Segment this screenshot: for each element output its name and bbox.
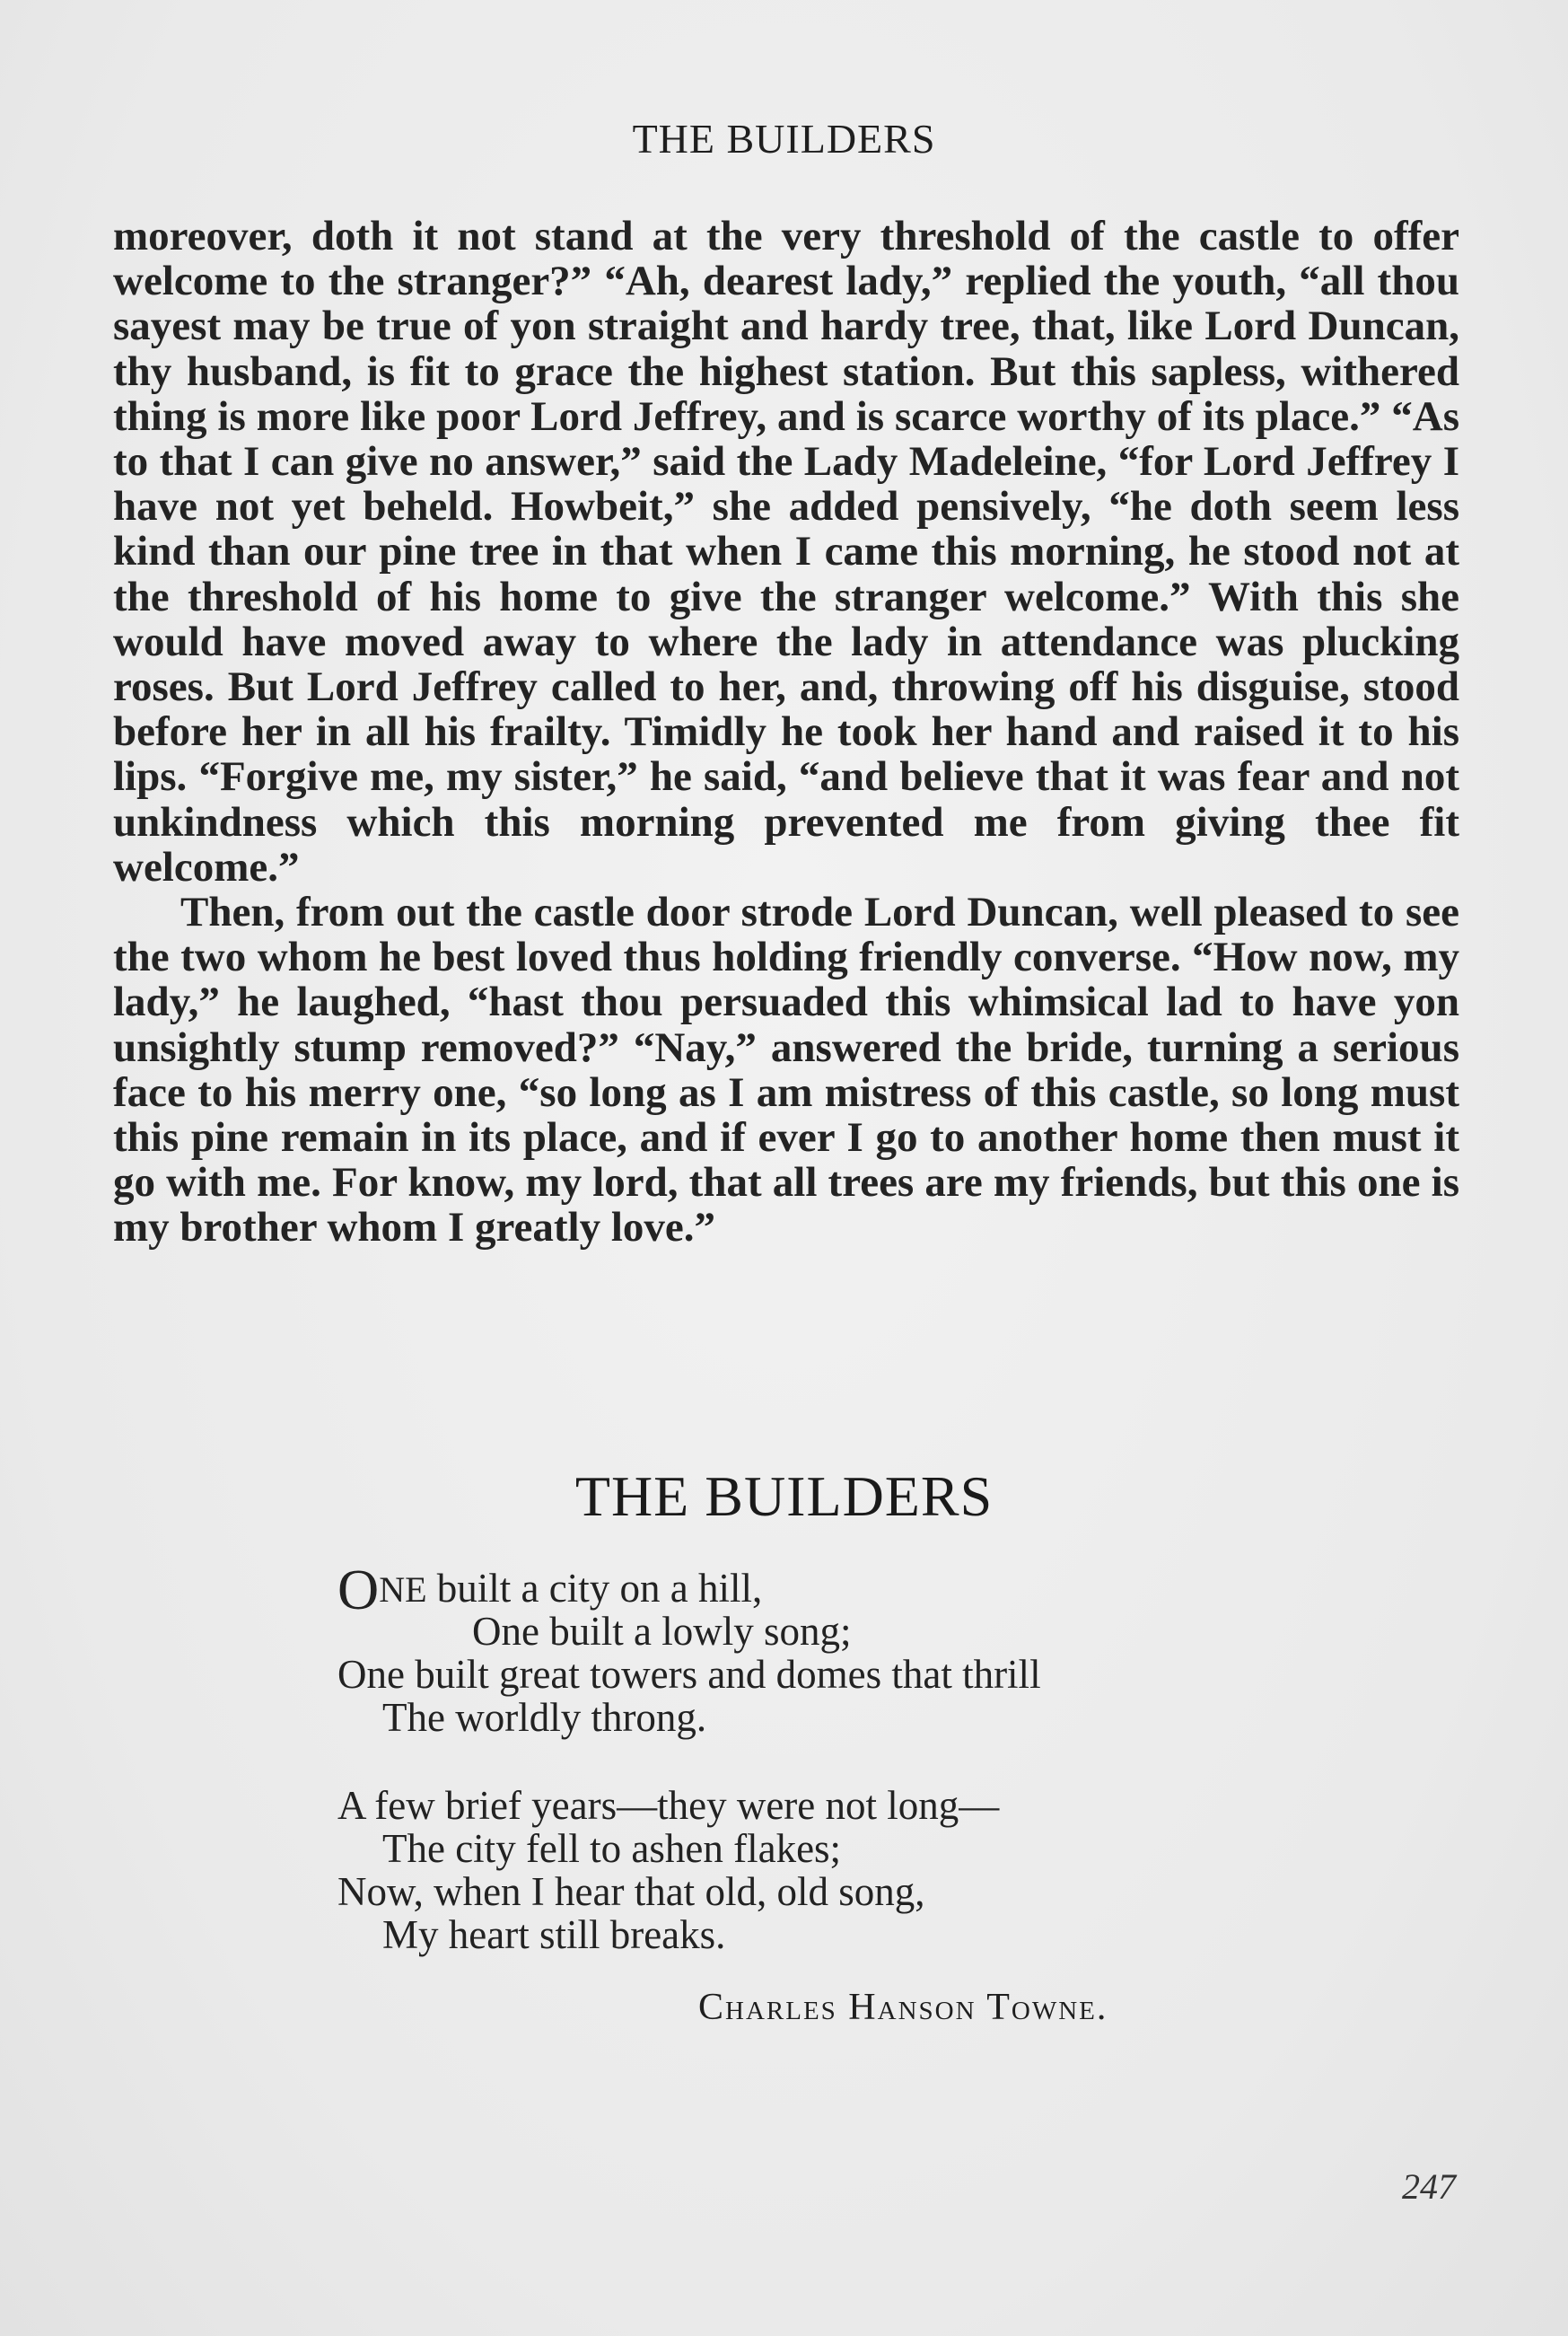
page-number: 247 xyxy=(1402,2166,1456,2207)
prose-paragraph: moreover, doth it not stand at the very threshold of the castle to offer welcome to the stranger?” “Ah, dearest lady,” replied the youth, “all thou sayest may be true of yon straight and hardy tree, that, like Lord Duncan, thy husband, is fit to grace the highest station. But this sapless, withered thing is more like poor Lord Jeffrey, and is scarce worthy of its place.” “As to that I can give no answer,” said the Lady Madeleine, “for Lord Jeffrey I have not yet beheld. Howbeit,” she added pensively, “he doth seem less kind than our pine tree in that when I came this morning, he stood not at the threshold of his home to give the stranger welcome.” With this she would have moved away to where the lady in attendance was plucking roses. But Lord Jeffrey called to her, and, throwing off his disguise, stood before her in all his frailty. Timidly he took her hand and raised it to his lips. “Forgive me, my sister,” he said, “and believe that it was fear and not unkindness which this morning prevented me from giving thee fit welcome.” xyxy=(113,213,1459,891)
poem-line: One built great towers and domes that thrill xyxy=(337,1652,1041,1697)
prose-paragraph: Then, from out the castle door strode Lord Duncan, well pleased to see the two whom he best loved thus holding friendly converse. “How now, my lady,” he laughed, “hast thou persuaded this whimsical lad to have yon unsightly stump removed?” “Nay,” answered the bride, turning a serious face to his merry one, “so long as I am mistress of this castle, so long must this pine remain in its place, and if ever I go to another home then must it go with me. For know, my lord, that all trees are my friends, but this one is my brother whom I greatly love.” xyxy=(113,889,1459,1251)
poem-line: My heart still breaks. xyxy=(382,1912,726,1957)
poem-line xyxy=(337,1558,1415,1621)
poem-line: Now, when I hear that old, old song, xyxy=(337,1869,925,1914)
poem-line-rest: built a city on a hill, xyxy=(426,1566,763,1611)
poem-author: Charles Hanson Towne. xyxy=(698,1987,1108,2028)
poem-stanza xyxy=(337,1784,1415,1956)
poem-line: A few brief years—they were not long— xyxy=(337,1783,1000,1828)
prose-block xyxy=(113,214,1459,1251)
drop-cap: O xyxy=(337,1558,380,1621)
poem-title: THE BUILDERS xyxy=(574,1464,994,1528)
poem xyxy=(337,1558,1415,2001)
running-head: THE BUILDERS xyxy=(632,116,936,162)
poem-line: The city fell to ashen flakes; xyxy=(382,1826,842,1871)
poem-line: One built a lowly song; xyxy=(472,1609,852,1654)
poem-stanza xyxy=(337,1558,1415,1740)
small-caps-opening: NE xyxy=(379,1569,427,1610)
poem-line: The worldly throng. xyxy=(382,1695,707,1740)
